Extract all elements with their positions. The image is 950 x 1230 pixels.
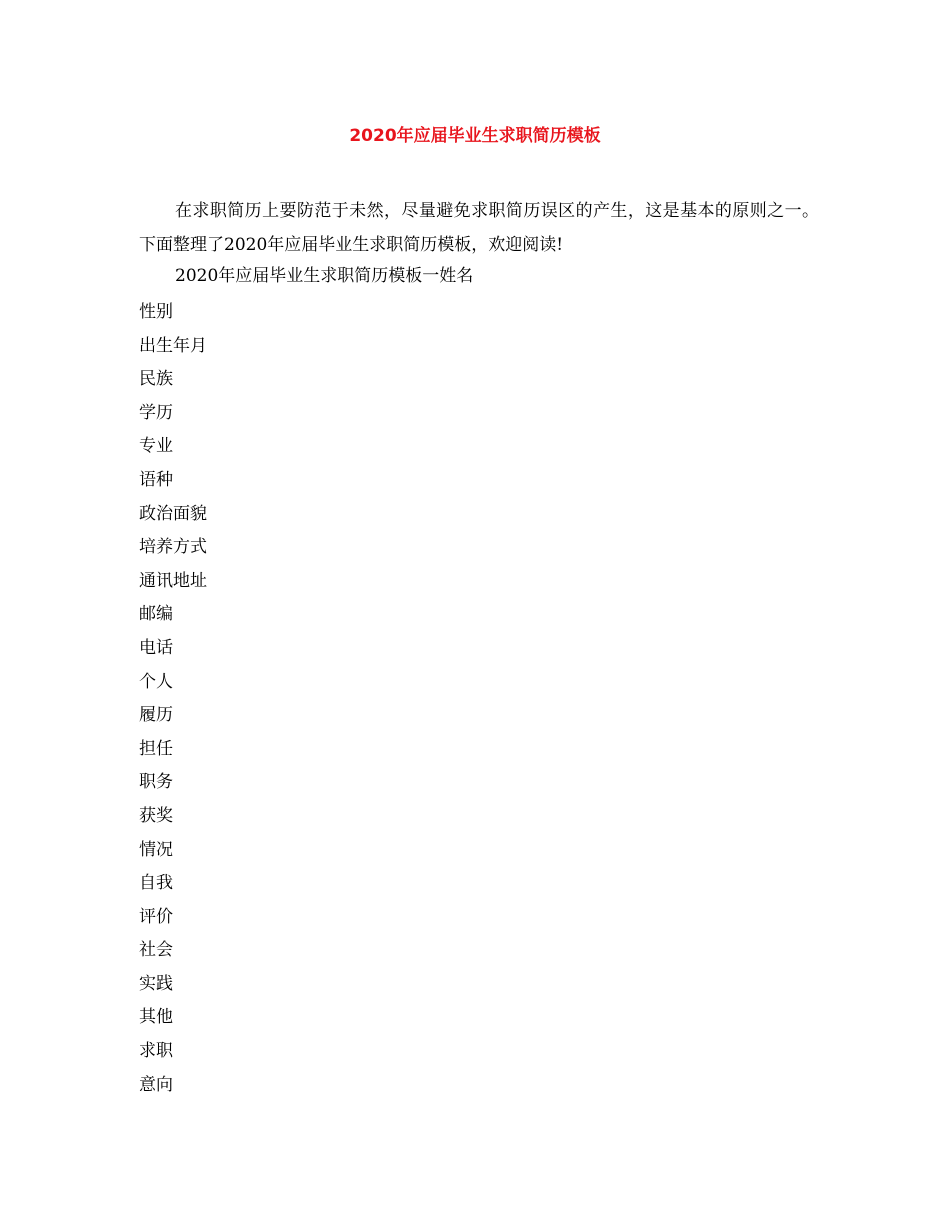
field-label: 通讯地址: [139, 570, 207, 591]
field-label: 邮编: [139, 604, 173, 625]
field-label: 其他: [139, 1007, 173, 1028]
field-label: 社会: [139, 940, 173, 961]
field-label: 职务: [139, 772, 173, 793]
field-label: 情况: [139, 839, 173, 860]
field-label: 担任: [139, 738, 173, 759]
field-label: 求职: [139, 1041, 173, 1062]
field-label: 个人: [139, 671, 173, 692]
field-label: 专业: [139, 436, 173, 457]
document-title: 2020年应届毕业生求职简历模板: [349, 126, 601, 146]
field-label: 自我: [139, 873, 173, 894]
field-label: 学历: [139, 402, 173, 423]
field-label: 民族: [139, 369, 173, 390]
field-label: 获奖: [139, 805, 173, 826]
field-label: 出生年月: [139, 335, 207, 356]
field-label: 政治面貌: [139, 503, 207, 524]
field-label: 履历: [139, 705, 173, 726]
field-label: 性别: [139, 302, 173, 322]
field-label: 意向: [139, 1074, 173, 1095]
resume-field-list: [139, 296, 207, 1102]
field-label: 实践: [139, 973, 173, 994]
field-label: 电话: [139, 637, 173, 658]
template-heading: 2020年应届毕业生求职简历模板一姓名: [175, 266, 474, 286]
field-label: 评价: [139, 906, 173, 927]
field-label: 语种: [139, 469, 173, 490]
intro-paragraph: 在求职简历上要防范于未然，尽量避免求职简历误区的产生，这是基本的原则之一。下面整理了2020年应届毕业生求职简历模板，欢迎阅读!: [139, 201, 819, 255]
field-label: 培养方式: [139, 537, 207, 558]
